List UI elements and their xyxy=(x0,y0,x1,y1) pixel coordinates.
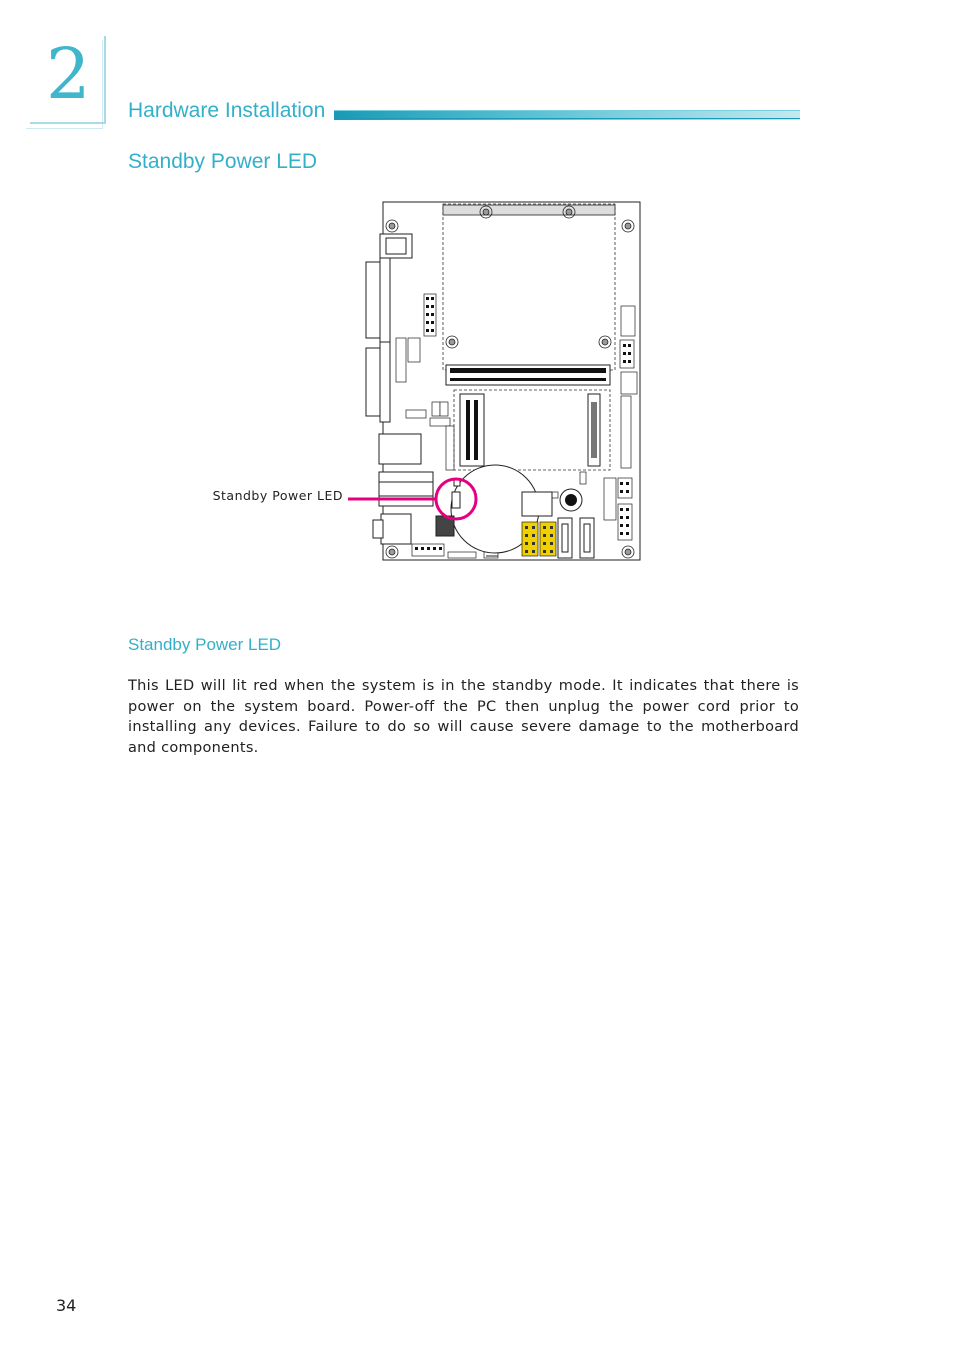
lan-port xyxy=(379,434,421,464)
chapter-title: Hardware Installation xyxy=(128,99,326,122)
subsection-title: Standby Power LED xyxy=(128,635,282,654)
chapter-number: 2 xyxy=(46,33,91,115)
title-bar-underline xyxy=(334,118,800,119)
standby-led xyxy=(452,492,460,508)
body-paragraph: This LED will lit red when the system is in the standby mode. It indicates that there is power on the system board. Power-off the PC then unplug the power cord prior to installing any devices. Failure to do so will cause severe damage to the motherboard and components. xyxy=(128,678,799,756)
callout-label: Standby Power LED xyxy=(212,488,343,503)
motherboard-diagram xyxy=(200,196,660,568)
page-number: 34 xyxy=(56,1296,77,1315)
top-connector xyxy=(443,205,615,215)
audio-jack xyxy=(381,514,411,544)
section-title: Standby Power LED xyxy=(128,150,318,173)
minipcie-slot xyxy=(460,394,484,466)
